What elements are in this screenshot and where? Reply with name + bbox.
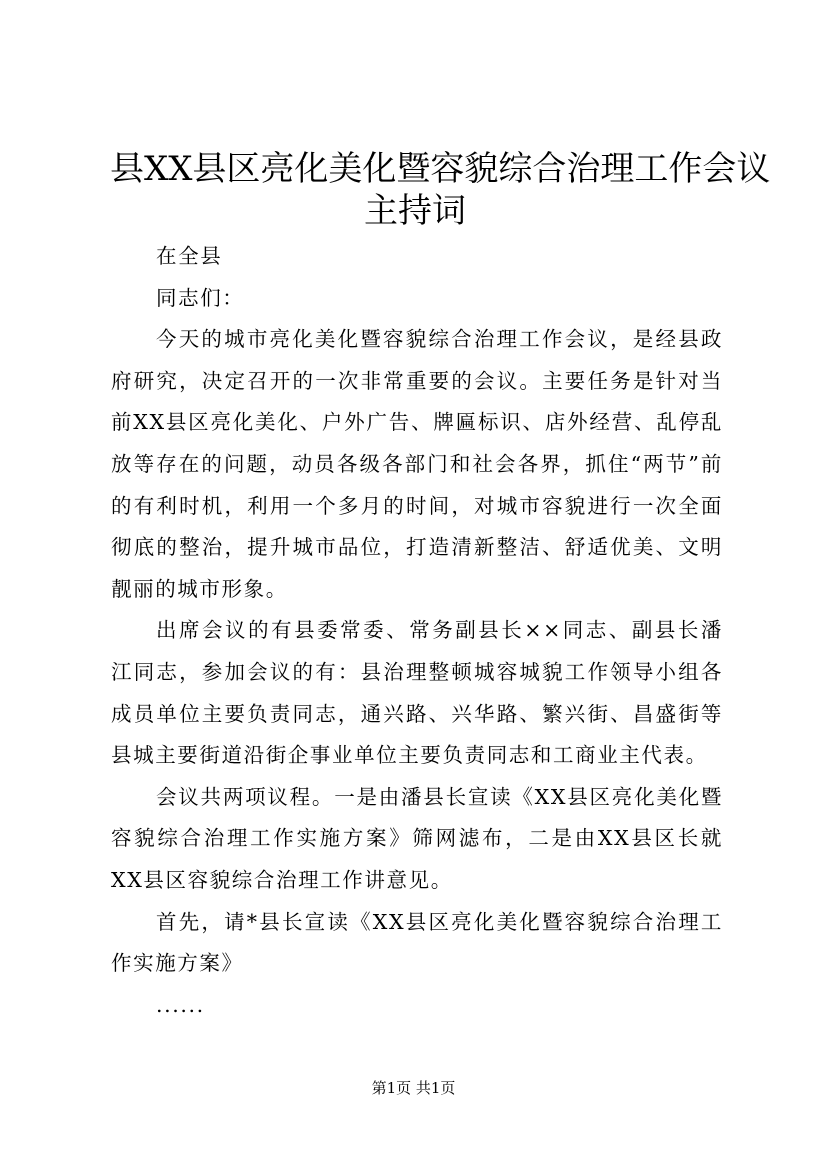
- paragraph-salutation: 同志们：: [156, 285, 245, 310]
- paragraph-opening: 在全县: [156, 244, 223, 268]
- paragraph-ellipsis: ......: [156, 992, 205, 1017]
- paragraph-first-item: 首先，请*县长宣读《XX县区亮化美化暨容貌综合治理工作实施方案》: [111, 909, 723, 976]
- document-title: 县XX县区亮化美化暨容貌综合治理工作会议: [110, 149, 771, 189]
- document-title-continued: 主持词: [364, 191, 466, 231]
- page-number-footer: 第1页 共1页: [371, 1079, 456, 1097]
- paragraph-attendees: 出席会议的有县委常委、常务副县长××同志、副县长潘江同志，参加会议的有：县治理整顿城容城貌工作领导小组各成员单位主要负责同志，通兴路、兴华路、繁兴街、昌盛街等县城主要街道沿街企事业单位主要负责同志和工商业主代表。: [111, 618, 723, 768]
- paragraph-purpose: 今天的城市亮化美化暨容貌综合治理工作会议，是经县政府研究，决定召开的一次非常重要的会议。主要任务是针对当前XX县区亮化美化、户外广告、牌匾标识、店外经营、乱停乱放等存在的问题，动员各级各部门和社会各界，抓住“两节”前的有利时机，利用一个多月的时间，对城市容貌进行一次全面彻底的整治，提升城市品位，打造清新整洁、舒适优美、文明靓丽的城市形象。: [111, 327, 723, 601]
- paragraph-agenda: 会议共两项议程。一是由潘县长宣读《XX县区亮化美化暨容貌综合治理工作实施方案》筛网滤布，二是由XX县区长就XX县区容貌综合治理工作讲意见。: [111, 784, 723, 892]
- document-body: [111, 236, 723, 1026]
